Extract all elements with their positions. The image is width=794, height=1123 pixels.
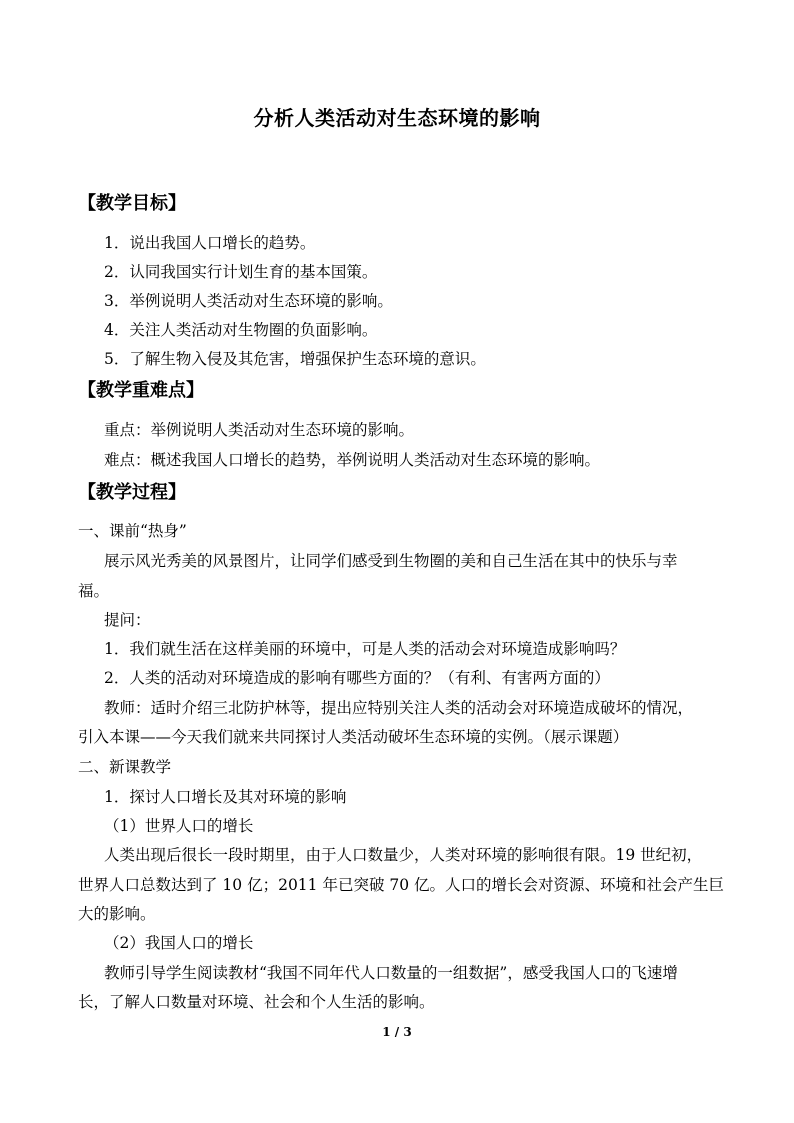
topic-title: 1．探讨人口增长及其对环境的影响 xyxy=(104,788,347,806)
key-points-heading: 【教学重难点】 xyxy=(78,380,204,401)
subtopic-title: （1）世界人口的增长 xyxy=(104,817,254,835)
objective-item: 4．关注人类活动对生物圈的负面影响。 xyxy=(104,321,378,339)
part2-title: 二、新课教学 xyxy=(78,758,172,776)
paragraph-line: 大的影响。 xyxy=(78,905,156,923)
question-label: 提问： xyxy=(104,611,151,629)
paragraph-line: 教师引导学生阅读教材“我国不同年代人口数量的一组数据”，感受我国人口的飞速增 xyxy=(104,964,678,982)
objective-item: 1．说出我国人口增长的趋势。 xyxy=(104,234,316,252)
key-point-difficulty: 难点：概述我国人口增长的趋势，举例说明人类活动对生态环境的影响。 xyxy=(104,451,601,469)
question-item: 2．人类的活动对环境造成的影响有哪些方面的？（有利、有害两方面的） xyxy=(104,669,610,687)
paragraph-line: 引入本课——今天我们就来共同探讨人类活动破坏生态环境的实例。（展示课题） xyxy=(78,728,629,746)
process-heading: 【教学过程】 xyxy=(78,482,186,503)
paragraph-line: 展示风光秀美的风景图片，让同学们感受到生物圈的美和自己生活在其中的快乐与幸 xyxy=(104,552,678,570)
paragraph-line: 人类出现后很长一段时期里，由于人口数量少，人类对环境的影响很有限。19 世纪初， xyxy=(104,846,703,864)
paragraph-line: 世界人口总数达到了 10 亿；2011 年已突破 70 亿。人口的增长会对资源、环境和社会产生巨 xyxy=(78,876,725,894)
document-title: 分析人类活动对生态环境的影响 xyxy=(253,106,541,130)
objectives-heading: 【教学目标】 xyxy=(78,193,186,214)
paragraph-line: 福。 xyxy=(78,582,110,600)
key-point-focus: 重点：举例说明人类活动对生态环境的影响。 xyxy=(104,421,415,439)
part1-title: 一、课前“热身” xyxy=(78,522,187,540)
page-number: 1 / 3 xyxy=(382,1025,412,1039)
objective-item: 3．举例说明人类活动对生态环境的影响。 xyxy=(104,292,393,310)
paragraph-line: 教师：适时介绍三北防护林等，提出应特别关注人类的活动会对环境造成破坏的情况， xyxy=(104,699,694,717)
subtopic-title: （2）我国人口的增长 xyxy=(104,934,254,952)
paragraph-line: 长，了解人口数量对环境、社会和个人生活的影响。 xyxy=(78,993,435,1011)
objective-item: 5．了解生物入侵及其危害，增强保护生态环境的意识。 xyxy=(104,350,486,368)
objective-item: 2．认同我国实行计划生育的基本国策。 xyxy=(104,263,378,281)
question-item: 1．我们就生活在这样美丽的环境中，可是人类的活动会对环境造成影响吗？ xyxy=(104,640,626,658)
